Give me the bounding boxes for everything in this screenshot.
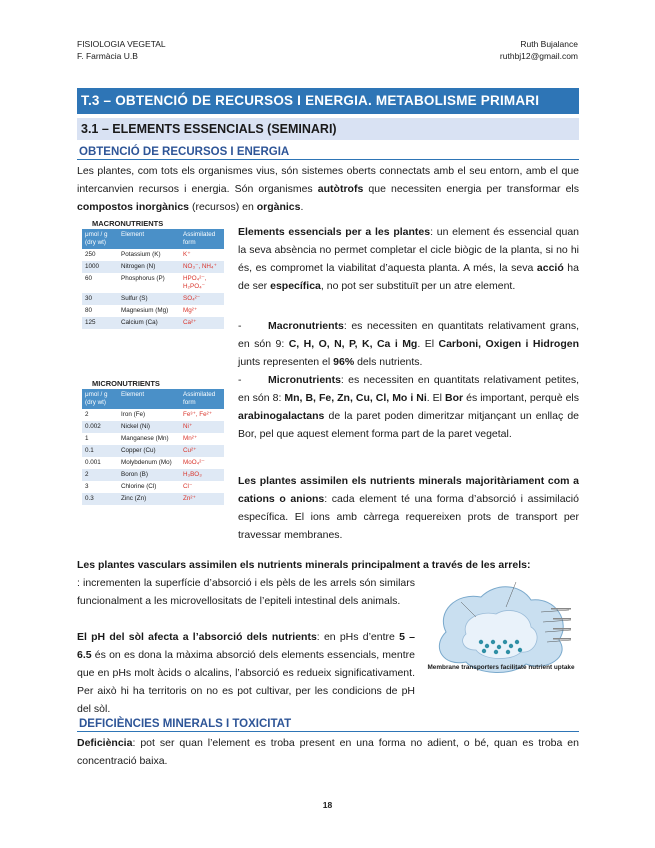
cell-element: Phosphorus (P) (121, 275, 165, 282)
col-header-form: Assimilated form (180, 389, 224, 409)
table-row (82, 273, 224, 293)
cell-assimilated-form: MoO₄²⁻ (183, 459, 205, 466)
cell-element: Iron (Fe) (121, 411, 146, 418)
cell-amount: 0.3 (82, 493, 118, 505)
cell-element: Manganese (Mn) (121, 435, 169, 442)
deficiency-text: : pot ser quan l’element es troba present en una forma no adient, o bé, quan es troba en concentració baixa. (77, 737, 579, 767)
cell-amount: 250 (85, 251, 96, 258)
table-row (82, 493, 224, 505)
macro-text: . El (417, 338, 439, 350)
bullet-marker: - (238, 374, 242, 386)
course-name: FISIOLOGIA VEGETAL (77, 39, 166, 49)
table-row (82, 469, 224, 481)
faculty-name: F. Farmàcia U.B (77, 51, 138, 61)
cell-amount: 0.002 (82, 421, 118, 433)
ph-bold: 5 – 6.5 (77, 631, 415, 661)
essential-bold: específica (270, 280, 321, 292)
col-header-form: Assimilated form (180, 229, 224, 249)
intro-bold: orgànics (256, 201, 301, 213)
assimilation-paragraph (238, 472, 579, 544)
cell-assimilated-form: HPO₄²⁻, H₂PO₄⁻ (183, 275, 207, 290)
chapter-title: T.3 – OBTENCIÓ DE RECURSOS I ENERGIA. METABOLISME PRIMARI (77, 88, 579, 114)
cell-amount: 60 (85, 275, 93, 282)
intro-paragraph (77, 162, 579, 216)
essential-text: : un element és essencial quan la seva absència no permet completar el cicle biògic de la planta, si no hi és, es compromet la viabilitat d’aquesta planta. A més, la seva (238, 226, 580, 274)
author-name: Ruth Bujalance (520, 39, 578, 49)
section-subtitle: 3.1 – ELEMENTS ESSENCIALS (SEMINARI) (77, 118, 579, 140)
table-row (82, 433, 224, 445)
table-row (82, 481, 224, 493)
intro-text: (recursos) en (189, 201, 257, 213)
cell-amount: 2 (82, 469, 118, 481)
cell-assimilated-form: K⁺ (183, 251, 191, 258)
cell-element: Boron (B) (118, 469, 180, 481)
micro-bold: Bor (445, 392, 464, 404)
cell-assimilated-form: NO₃⁻, NH₄⁺ (180, 261, 224, 273)
page-number: 18 (322, 800, 333, 810)
intro-text: que necessiten energia per transformar els (363, 183, 579, 195)
intro-text: . (300, 201, 304, 213)
col-header-element: Element (118, 229, 180, 249)
table-row (82, 409, 224, 421)
roots-heading-line: Les plantes vasculars assimilen els nutrients minerals principalment a través de les arrels: (77, 559, 531, 571)
cell-element: Nickel (Ni) (118, 421, 180, 433)
cell-element: Nitrogen (N) (118, 261, 180, 273)
cell-assimilated-form: Ni⁺ (180, 421, 224, 433)
header-right (500, 38, 578, 62)
deficiency-paragraph (77, 734, 579, 770)
micro-text: de la paret poden dimeritzar mitjançant un enllaç de Bor, pel que aquest element forma part de la paret vegetal. (238, 410, 579, 440)
cell-element: Copper (Cu) (118, 445, 180, 457)
cell-amount: 125 (82, 317, 118, 329)
table-row (82, 305, 224, 317)
macronutrients-table (82, 229, 224, 329)
cell-element: Magnesium (Mg) (121, 307, 169, 314)
cell-element: Potassium (K) (121, 251, 161, 258)
micro-bold: Mn, B, Fe, Zn, Cu, Cl, Mo i Ni (284, 392, 427, 404)
roots-paragraph (77, 574, 415, 610)
table-row (82, 261, 224, 273)
table-row (82, 445, 224, 457)
macro-text: junts representen el (238, 356, 334, 368)
macronutrients-table-title: MACRONUTRIENTS (92, 219, 164, 228)
macro-bold: Macronutrients (268, 320, 344, 332)
cell-assimilated-form: Zn²⁺ (180, 493, 224, 505)
col-header-amount: μmol / g (dry wt) (82, 229, 118, 249)
micro-text: : es necessiten en quantitats relativament petites, en són 8: (238, 374, 579, 404)
micro-text: . El (426, 392, 446, 404)
col-header-amount: μmol / g (dry wt) (82, 389, 118, 409)
intro-bold: autòtrofs (317, 183, 364, 195)
macro-text: : es necessiten en quantitats relativament grans, en són 9: (238, 320, 579, 350)
col-header-element: Element (118, 389, 180, 409)
table-header-row (82, 229, 224, 249)
essential-text: ha de ser (238, 262, 579, 292)
ph-text: : en pHs d’entre (316, 631, 400, 643)
cell-amount: 1000 (82, 261, 118, 273)
cell-amount: 3 (85, 483, 89, 490)
cell-amount: 0.1 (82, 445, 118, 457)
cell-amount: 30 (82, 293, 118, 305)
micronutrients-table (82, 389, 224, 505)
section-heading-resources: OBTENCIÓ DE RECURSOS I ENERGIA (77, 145, 579, 160)
cell-assimilated-form: H₃BO₃ (180, 469, 224, 481)
cell-assimilated-form: Mg²⁺ (183, 307, 198, 314)
essential-bold: acció (536, 262, 564, 274)
cell-amount: 0.001 (85, 459, 101, 466)
cell-assimilated-form: Fe³⁺, Fe²⁺ (183, 411, 213, 418)
micro-text: és important, perquè els (463, 392, 579, 404)
cell-amount: 1 (85, 435, 89, 442)
section-heading-deficiencies: DEFICIÈNCIES MINERALS I TOXICITAT (77, 717, 579, 732)
figure-caption: Membrane transporters facilitate nutrient uptake (427, 664, 575, 671)
roots-bold: Les plantes vasculars assimilen els nutrients minerals principalment a través de les arrels (77, 559, 527, 571)
intro-bold: compostos inorgànics (77, 201, 190, 213)
intro-text: Les plantes, com tots els organismes vius, són sistemes oberts connectats amb el seu entorn, amb el que intercanvien recursos i energia. Són organismes (77, 165, 579, 195)
ph-bold: El pH del sòl afecta a l’absorció dels nutrients (77, 631, 317, 643)
author-email: ruthbj12@gmail.com (499, 51, 578, 61)
header-left (77, 38, 166, 62)
cell-assimilated-form: Cu²⁺ (180, 445, 224, 457)
essential-text: , no pot ser substituït per un atre element. (320, 280, 516, 292)
macronutrients-paragraph (238, 317, 579, 371)
cell-assimilated-form: Cl⁻ (183, 483, 193, 490)
cell-assimilated-form: Ca²⁺ (180, 317, 224, 329)
assimilation-bold: Les plantes assimilen els nutrients minerals majoritàriament com a cations o anions (238, 475, 579, 505)
assimilation-text: : cada element té una forma d’absorció i assimilació específica. El ions amb càrrega requereixen prots de transport per travessar membranes. (238, 493, 579, 541)
micro-bold: Micronutrients (268, 374, 341, 386)
ph-text: és on es dona la màxima absorció dels elements essencials, mentre que en pHs molt àcids o alcalins, l’absorció es redueix significativament. Per això hi ha territoris on no es pot cultivar, per les condicions de pH del sòl. (77, 649, 415, 715)
cell-amount: 80 (85, 307, 93, 314)
table-row (82, 249, 224, 261)
roots-text: : incrementen la superfície d’absorció i els pèls de les arrels són similars funcionalment a les microvellositats de l’epiteli intestinal dels animals. (77, 577, 415, 607)
bullet-marker: - (238, 320, 242, 332)
cell-element: Sulfur (S) (118, 293, 180, 305)
table-row (82, 421, 224, 433)
macro-bold: 96% (333, 356, 355, 368)
cell-element: Molybdenum (Mo) (121, 459, 172, 466)
table-row (82, 457, 224, 469)
micronutrients-paragraph (238, 371, 579, 443)
macro-bold: Carboni, Oxigen i Hidrogen (438, 338, 579, 350)
cell-element: Zinc (Zn) (118, 493, 180, 505)
cell-assimilated-form: Mn²⁺ (183, 435, 198, 442)
ph-paragraph (77, 628, 415, 718)
cell-amount: 2 (85, 411, 89, 418)
cell-element: Chlorine (Cl) (121, 483, 157, 490)
deficiency-bold: Deficiència (77, 737, 133, 749)
table-row (82, 317, 224, 329)
cell-assimilated-form: SO₄²⁻ (180, 293, 224, 305)
table-header-row (82, 389, 224, 409)
cell-element: Calcium (Ca) (118, 317, 180, 329)
micro-bold: arabinogalactans (238, 410, 325, 422)
table-row (82, 293, 224, 305)
essential-bold: Elements essencials per a les plantes (238, 226, 431, 238)
essential-elements-paragraph (238, 223, 579, 295)
macro-bold: C, H, O, N, P, K, Ca i Mg (288, 338, 418, 350)
micronutrients-table-title: MICRONUTRIENTS (92, 379, 160, 388)
macro-text: dels nutrients. (354, 356, 423, 368)
